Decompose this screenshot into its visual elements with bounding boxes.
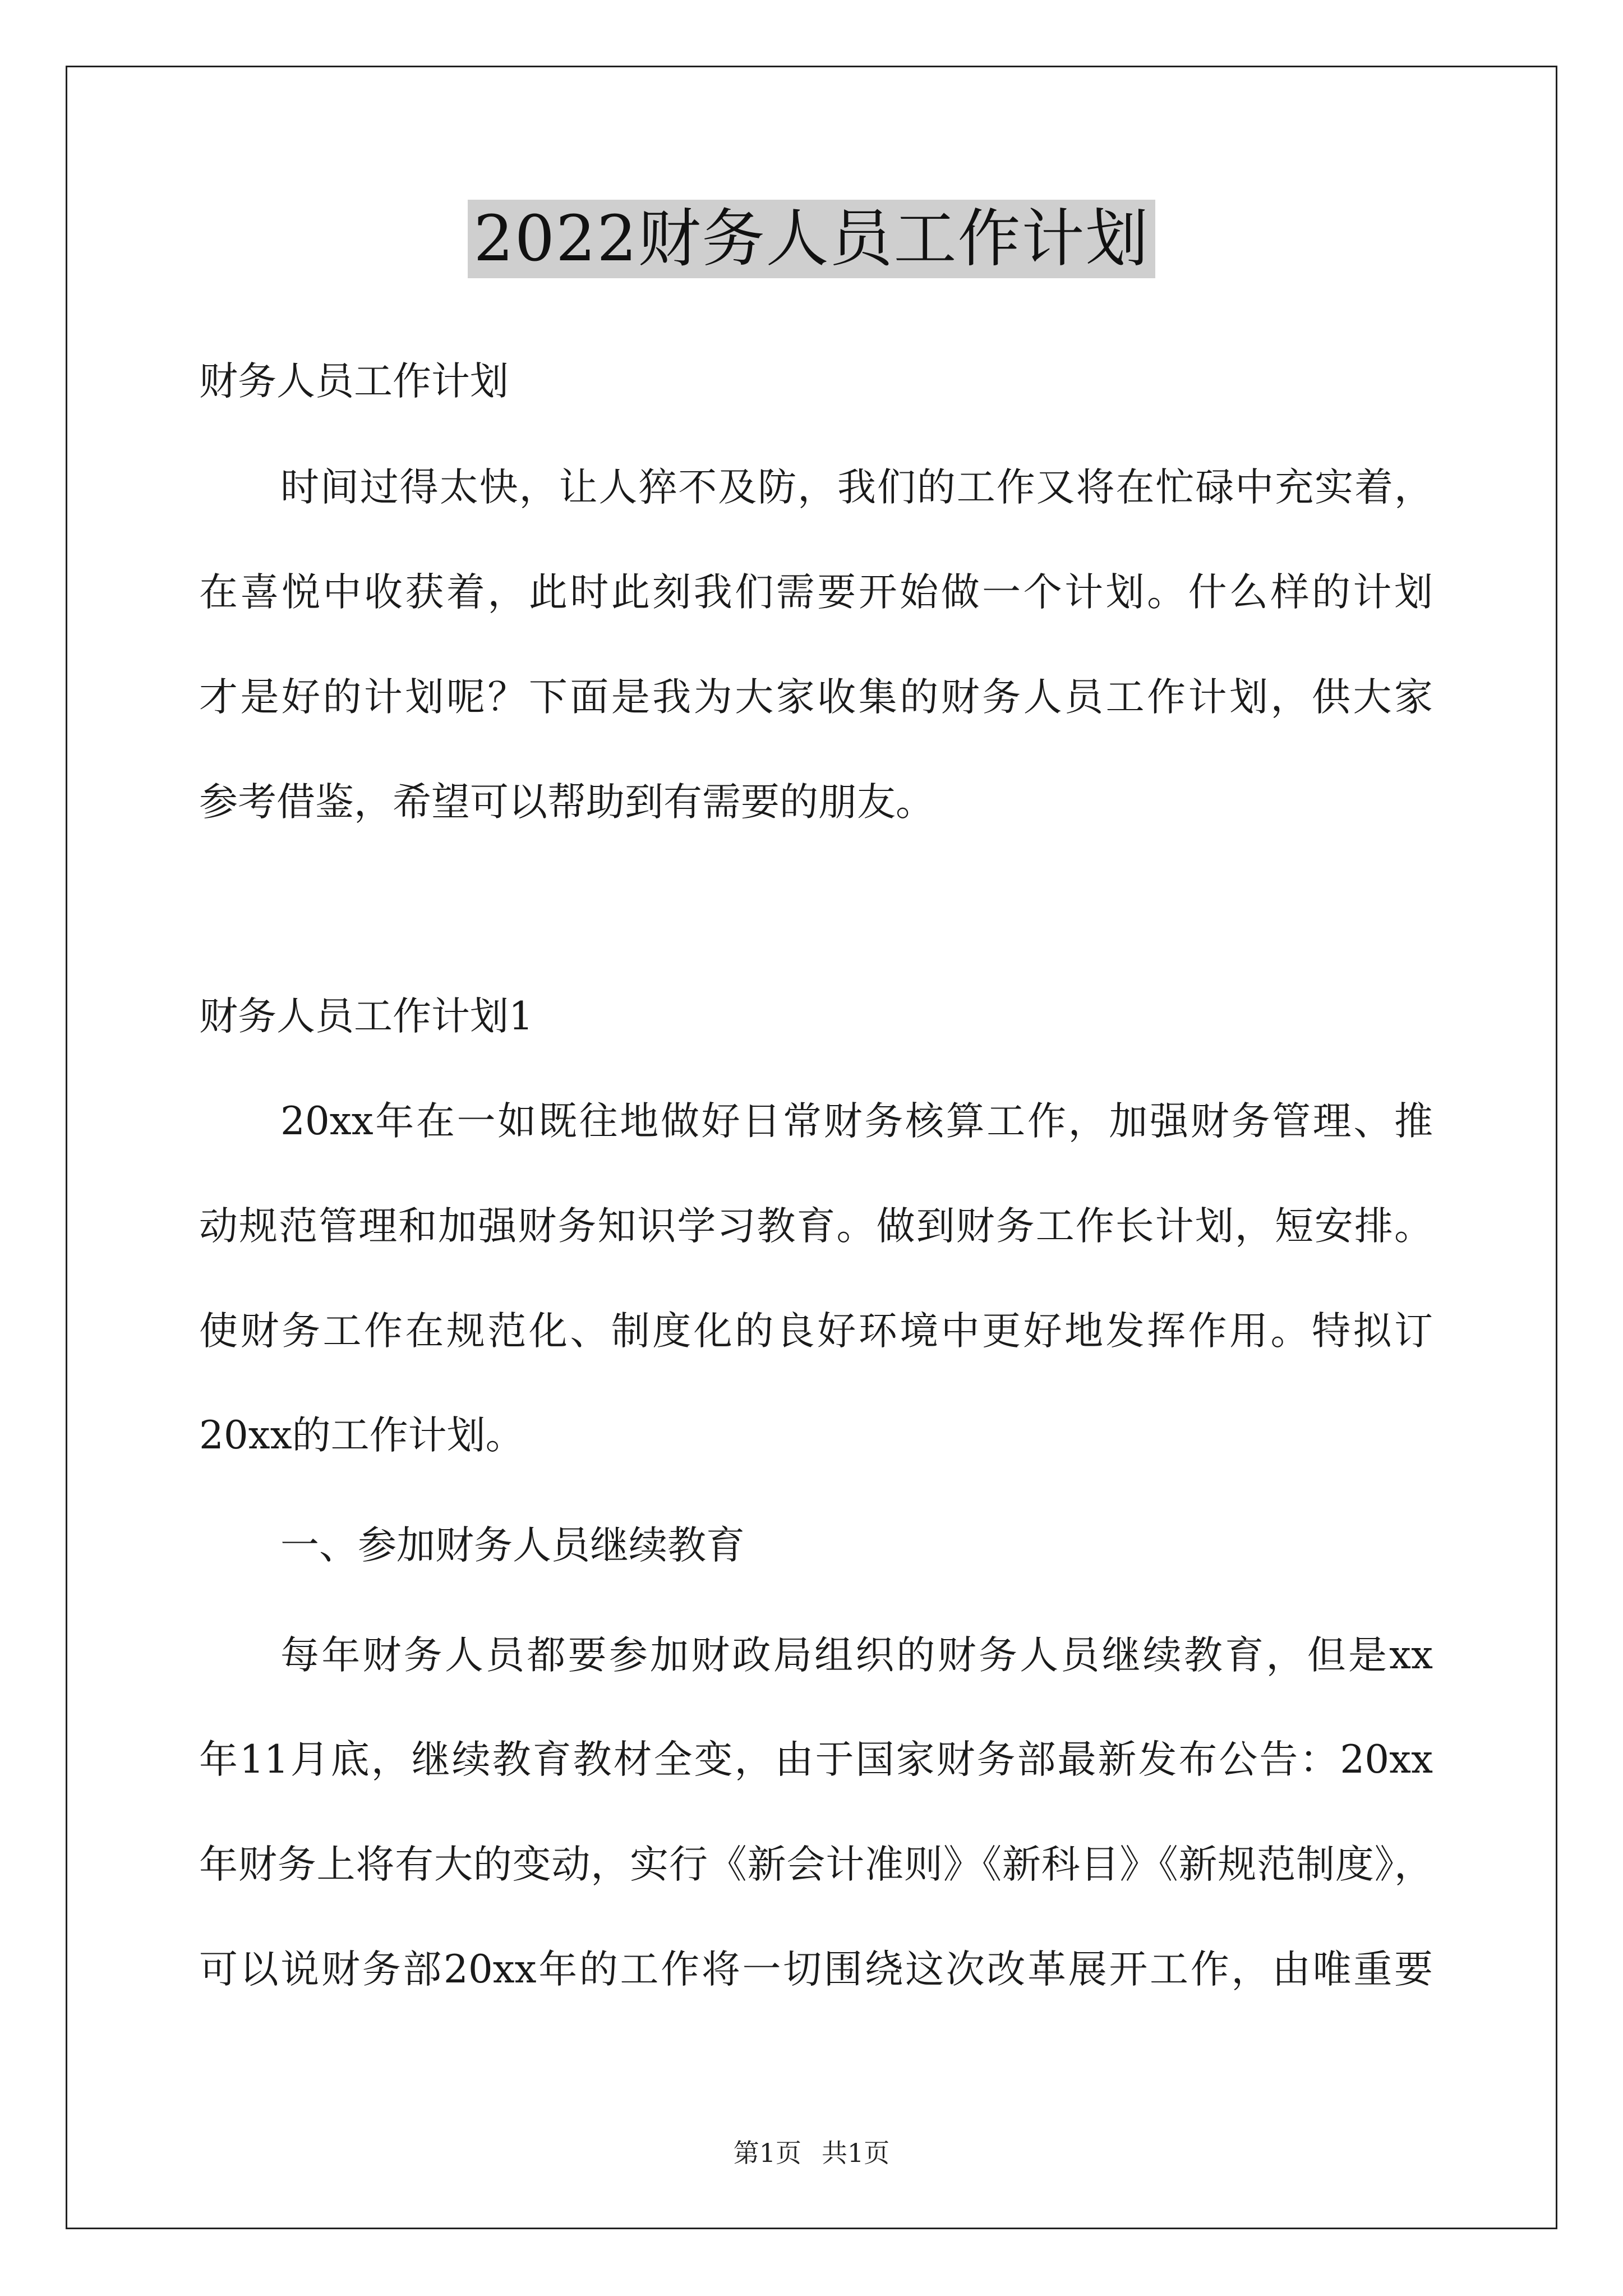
section1-line-1: 20xx年在一如既往地做好日常财务核算工作，加强财务管理、推 [280,1099,1433,1144]
page-footer [0,2136,1623,2170]
item1-line-1: 每年财务人员都要参加财政局组织的财务人员继续教育，但是xx [280,1633,1433,1678]
document-subtitle: 财务人员工作计划 [199,359,509,404]
section1-heading: 财务人员工作计划1 [199,994,533,1039]
item1-line-3: 年财务上将有大的变动，实行《新会计准则》《新科目》《新规范制度》， [199,1842,1433,1887]
item1-line-4: 可以说财务部20xx年的工作将一切围绕这次改革展开工作，由唯重要 [199,1947,1433,1992]
section1-line-2: 动规范管理和加强财务知识学习教育。做到财务工作长计划，短安排。 [199,1204,1433,1249]
intro-line-4: 参考借鉴，希望可以帮助到有需要的朋友。 [199,780,934,825]
item1-heading: 一、参加财务人员继续教育 [280,1523,745,1568]
page-number-total: 共1页 [822,2138,890,2168]
intro-line-1: 时间过得太快，让人猝不及防，我们的工作又将在忙碌中充实着， [280,465,1433,510]
section1-line-4: 20xx的工作计划。 [199,1413,524,1458]
section1-line-3: 使财务工作在规范化、制度化的良好环境中更好地发挥作用。特拟订 [199,1309,1433,1354]
document-title: 2022财务人员工作计划 [468,200,1155,278]
intro-line-3: 才是好的计划呢？下面是我为大家收集的财务人员工作计划，供大家 [199,675,1433,720]
page-number-current: 第1页 [733,2138,801,2168]
intro-line-2: 在喜悦中收获着，此时此刻我们需要开始做一个计划。什么样的计划 [199,570,1433,615]
item1-line-2: 年11月底，继续教育教材全变，由于国家财务部最新发布公告：20xx [199,1737,1433,1782]
title-wrapper [0,200,1623,278]
